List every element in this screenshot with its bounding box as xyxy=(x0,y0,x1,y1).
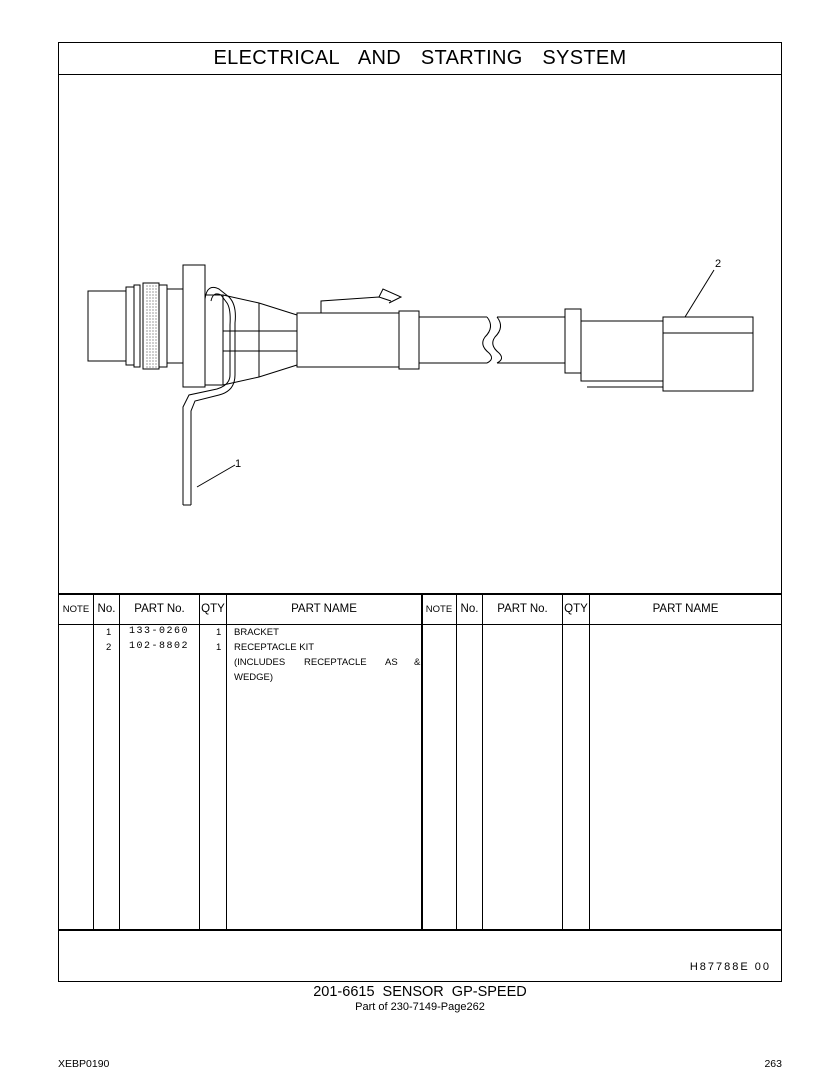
header-qty: QTY xyxy=(201,603,225,615)
col-rule xyxy=(589,593,590,929)
col-rule xyxy=(421,593,423,929)
row-1-no: 1 xyxy=(106,627,112,638)
parts-illustration xyxy=(59,75,781,633)
page-number: 263 xyxy=(764,1058,782,1070)
callout-2: 2 xyxy=(715,258,722,270)
row-1-part-no: 133-0260 xyxy=(129,626,190,637)
header-part-name: PART NAME xyxy=(291,603,357,615)
row-2-qty: 1 xyxy=(216,642,222,653)
illustration-reference: H87788E 00 xyxy=(689,961,771,973)
row-2-name-line-1: RECEPTACLE KIT xyxy=(234,642,315,653)
row-2-name-line-2b: RECEPTACLE xyxy=(304,657,367,668)
header-note: NOTE xyxy=(425,603,453,615)
row-2-name-line-2c: AS xyxy=(385,657,398,668)
col-rule xyxy=(226,593,227,929)
col-rule xyxy=(482,593,483,929)
row-2-name-line-3: WEDGE) xyxy=(234,672,274,683)
callout-1: 1 xyxy=(235,458,242,470)
col-rule xyxy=(562,593,563,929)
row-2-name-line-2d: & xyxy=(414,657,421,668)
page-frame xyxy=(58,42,782,982)
row-1-qty: 1 xyxy=(216,627,222,638)
header-part-no: PART No. xyxy=(497,603,548,615)
row-2-part-no: 102-8802 xyxy=(129,641,190,652)
row-1-name: BRACKET xyxy=(234,627,279,638)
document-code: XEBP0190 xyxy=(58,1058,110,1070)
header-no: No. xyxy=(97,603,116,615)
col-rule xyxy=(199,593,200,929)
row-2-no: 2 xyxy=(106,642,112,653)
page-title: ELECTRICAL AND STARTING SYSTEM xyxy=(59,43,781,75)
table-bottom-rule xyxy=(59,929,781,931)
col-rule xyxy=(93,593,94,929)
col-rule xyxy=(456,593,457,929)
header-qty: QTY xyxy=(564,603,588,615)
header-note: NOTE xyxy=(62,603,90,615)
header-no: No. xyxy=(460,603,479,615)
table-header-rule xyxy=(59,624,781,625)
header-part-no: PART No. xyxy=(134,603,185,615)
header-part-name: PART NAME xyxy=(652,603,719,615)
row-2-name-line-2a: (INCLUDES xyxy=(234,657,286,668)
assembly-title: 201-6615 SENSOR GP-SPEED xyxy=(313,984,527,1000)
assembly-reference: Part of 230-7149-Page262 xyxy=(355,1001,485,1013)
col-rule xyxy=(119,593,120,929)
